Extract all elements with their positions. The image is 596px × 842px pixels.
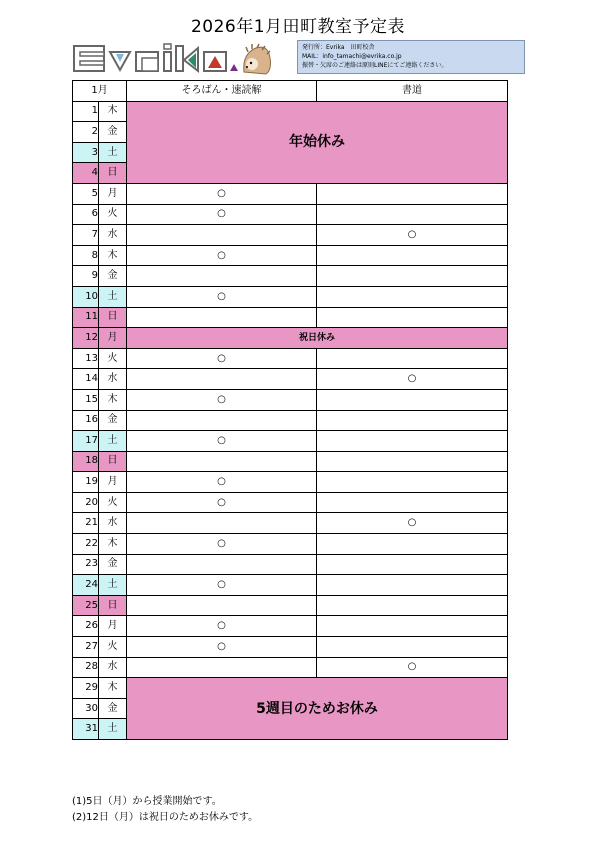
note-1: (1)5日（月）から授業開始です。 [72, 796, 222, 807]
day-number: 25 [73, 595, 99, 616]
day-number: 24 [73, 575, 99, 596]
evrika-logo-graphic [72, 40, 272, 76]
table-row [73, 389, 508, 410]
schedule-table [72, 80, 508, 740]
day-number: 30 [73, 698, 99, 719]
month-header: 1月 [73, 81, 127, 102]
day-number: 13 [73, 348, 99, 369]
day-number: 29 [73, 678, 99, 699]
table-row [73, 554, 508, 575]
weekday: 火 [99, 637, 127, 658]
shodo-cell: ○ [317, 225, 508, 246]
soroban-cell [127, 451, 317, 472]
weekday: 火 [99, 348, 127, 369]
fifth-week-break-band: 5週目のためお休み [127, 678, 508, 740]
weekday: 金 [99, 266, 127, 287]
shodo-cell [317, 575, 508, 596]
shodo-cell [317, 389, 508, 410]
table-header-row [73, 81, 508, 102]
table-row [73, 595, 508, 616]
shodo-cell [317, 286, 508, 307]
table-row [73, 492, 508, 513]
day-number: 5 [73, 183, 99, 204]
weekday: 金 [99, 698, 127, 719]
shodo-header: 書道 [317, 81, 508, 102]
shodo-cell [317, 534, 508, 555]
soroban-cell: ○ [127, 637, 317, 658]
soroban-cell: ○ [127, 348, 317, 369]
soroban-cell [127, 595, 317, 616]
day-number: 26 [73, 616, 99, 637]
new-year-break-band: 年始休み [127, 101, 508, 183]
weekday: 木 [99, 534, 127, 555]
table-row [73, 101, 508, 122]
soroban-cell: ○ [127, 575, 317, 596]
table-row [73, 225, 508, 246]
weekday: 木 [99, 678, 127, 699]
weekday: 木 [99, 101, 127, 122]
soroban-cell: ○ [127, 431, 317, 452]
table-row [73, 204, 508, 225]
table-row [73, 348, 508, 369]
shodo-cell [317, 637, 508, 658]
table-row [73, 513, 508, 534]
weekday: 日 [99, 307, 127, 328]
table-row [73, 575, 508, 596]
weekday: 月 [99, 183, 127, 204]
soroban-cell: ○ [127, 204, 317, 225]
mail-line: MAIL：info_tamachi@evrika.co.jp [302, 53, 402, 60]
contact-note-line: 振替・欠席のご連絡は原則LINEにてご連絡ください。 [302, 62, 448, 69]
weekday: 日 [99, 595, 127, 616]
soroban-cell [127, 307, 317, 328]
table-row [73, 678, 508, 699]
day-number: 23 [73, 554, 99, 575]
table-row [73, 616, 508, 637]
day-number: 22 [73, 534, 99, 555]
table-row [73, 657, 508, 678]
soroban-cell: ○ [127, 472, 317, 493]
shodo-cell [317, 410, 508, 431]
day-number: 8 [73, 245, 99, 266]
evrika-logo [72, 40, 272, 76]
weekday: 木 [99, 389, 127, 410]
weekday: 月 [99, 616, 127, 637]
day-number: 1 [73, 101, 99, 122]
day-number: 20 [73, 492, 99, 513]
day-number: 18 [73, 451, 99, 472]
soroban-cell: ○ [127, 286, 317, 307]
weekday: 金 [99, 554, 127, 575]
note-2: (2)12日（月）は祝日のためお休みです。 [72, 812, 259, 823]
day-number: 2 [73, 122, 99, 143]
day-number: 4 [73, 163, 99, 184]
page-title: 2026年1月田町教室予定表 [190, 17, 406, 37]
shodo-cell [317, 307, 508, 328]
table-row [73, 637, 508, 658]
table-row [73, 307, 508, 328]
shodo-cell [317, 431, 508, 452]
day-number: 16 [73, 410, 99, 431]
soroban-cell [127, 410, 317, 431]
schedule-body [73, 101, 508, 739]
weekday: 金 [99, 122, 127, 143]
day-number: 11 [73, 307, 99, 328]
shodo-cell [317, 348, 508, 369]
table-row [73, 431, 508, 452]
soroban-cell: ○ [127, 616, 317, 637]
shodo-cell [317, 266, 508, 287]
table-row [73, 534, 508, 555]
shodo-cell [317, 451, 508, 472]
day-number: 28 [73, 657, 99, 678]
shodo-cell [317, 492, 508, 513]
shodo-cell [317, 616, 508, 637]
shodo-cell [317, 245, 508, 266]
weekday: 水 [99, 225, 127, 246]
shodo-cell: ○ [317, 513, 508, 534]
soroban-cell [127, 369, 317, 390]
weekday: 金 [99, 410, 127, 431]
weekday: 土 [99, 142, 127, 163]
weekday: 木 [99, 245, 127, 266]
weekday: 土 [99, 719, 127, 740]
weekday: 月 [99, 328, 127, 349]
day-number: 7 [73, 225, 99, 246]
table-row [73, 245, 508, 266]
day-number: 19 [73, 472, 99, 493]
weekday: 水 [99, 513, 127, 534]
soroban-cell [127, 554, 317, 575]
soroban-cell [127, 513, 317, 534]
soroban-cell: ○ [127, 389, 317, 410]
table-row [73, 286, 508, 307]
day-number: 27 [73, 637, 99, 658]
day-number: 6 [73, 204, 99, 225]
shodo-cell: ○ [317, 369, 508, 390]
day-number: 31 [73, 719, 99, 740]
day-number: 12 [73, 328, 99, 349]
contact-info-box [297, 40, 525, 74]
shodo-cell [317, 204, 508, 225]
weekday: 土 [99, 431, 127, 452]
shodo-cell [317, 595, 508, 616]
day-number: 14 [73, 369, 99, 390]
day-number: 10 [73, 286, 99, 307]
day-number: 17 [73, 431, 99, 452]
day-number: 3 [73, 142, 99, 163]
table-row [73, 266, 508, 287]
shodo-cell [317, 183, 508, 204]
day-number: 9 [73, 266, 99, 287]
soroban-cell: ○ [127, 183, 317, 204]
table-row [73, 410, 508, 431]
soroban-cell: ○ [127, 534, 317, 555]
holiday-break-band: 祝日休み [127, 328, 508, 349]
weekday: 土 [99, 575, 127, 596]
shodo-cell [317, 554, 508, 575]
soroban-header: そろばん・速読解 [127, 81, 317, 102]
publisher-line: 発行所：Evrika 田町校舎 [302, 44, 375, 51]
weekday: 火 [99, 492, 127, 513]
soroban-cell: ○ [127, 245, 317, 266]
table-row [73, 451, 508, 472]
notes [72, 794, 258, 826]
weekday: 水 [99, 369, 127, 390]
weekday: 水 [99, 657, 127, 678]
soroban-cell [127, 266, 317, 287]
weekday: 日 [99, 163, 127, 184]
weekday: 月 [99, 472, 127, 493]
shodo-cell: ○ [317, 657, 508, 678]
shodo-cell [317, 472, 508, 493]
table-row [73, 472, 508, 493]
weekday: 日 [99, 451, 127, 472]
table-row [73, 328, 508, 349]
weekday: 土 [99, 286, 127, 307]
table-row [73, 183, 508, 204]
table-row [73, 369, 508, 390]
weekday: 火 [99, 204, 127, 225]
day-number: 21 [73, 513, 99, 534]
soroban-cell [127, 225, 317, 246]
soroban-cell: ○ [127, 492, 317, 513]
day-number: 15 [73, 389, 99, 410]
soroban-cell [127, 657, 317, 678]
